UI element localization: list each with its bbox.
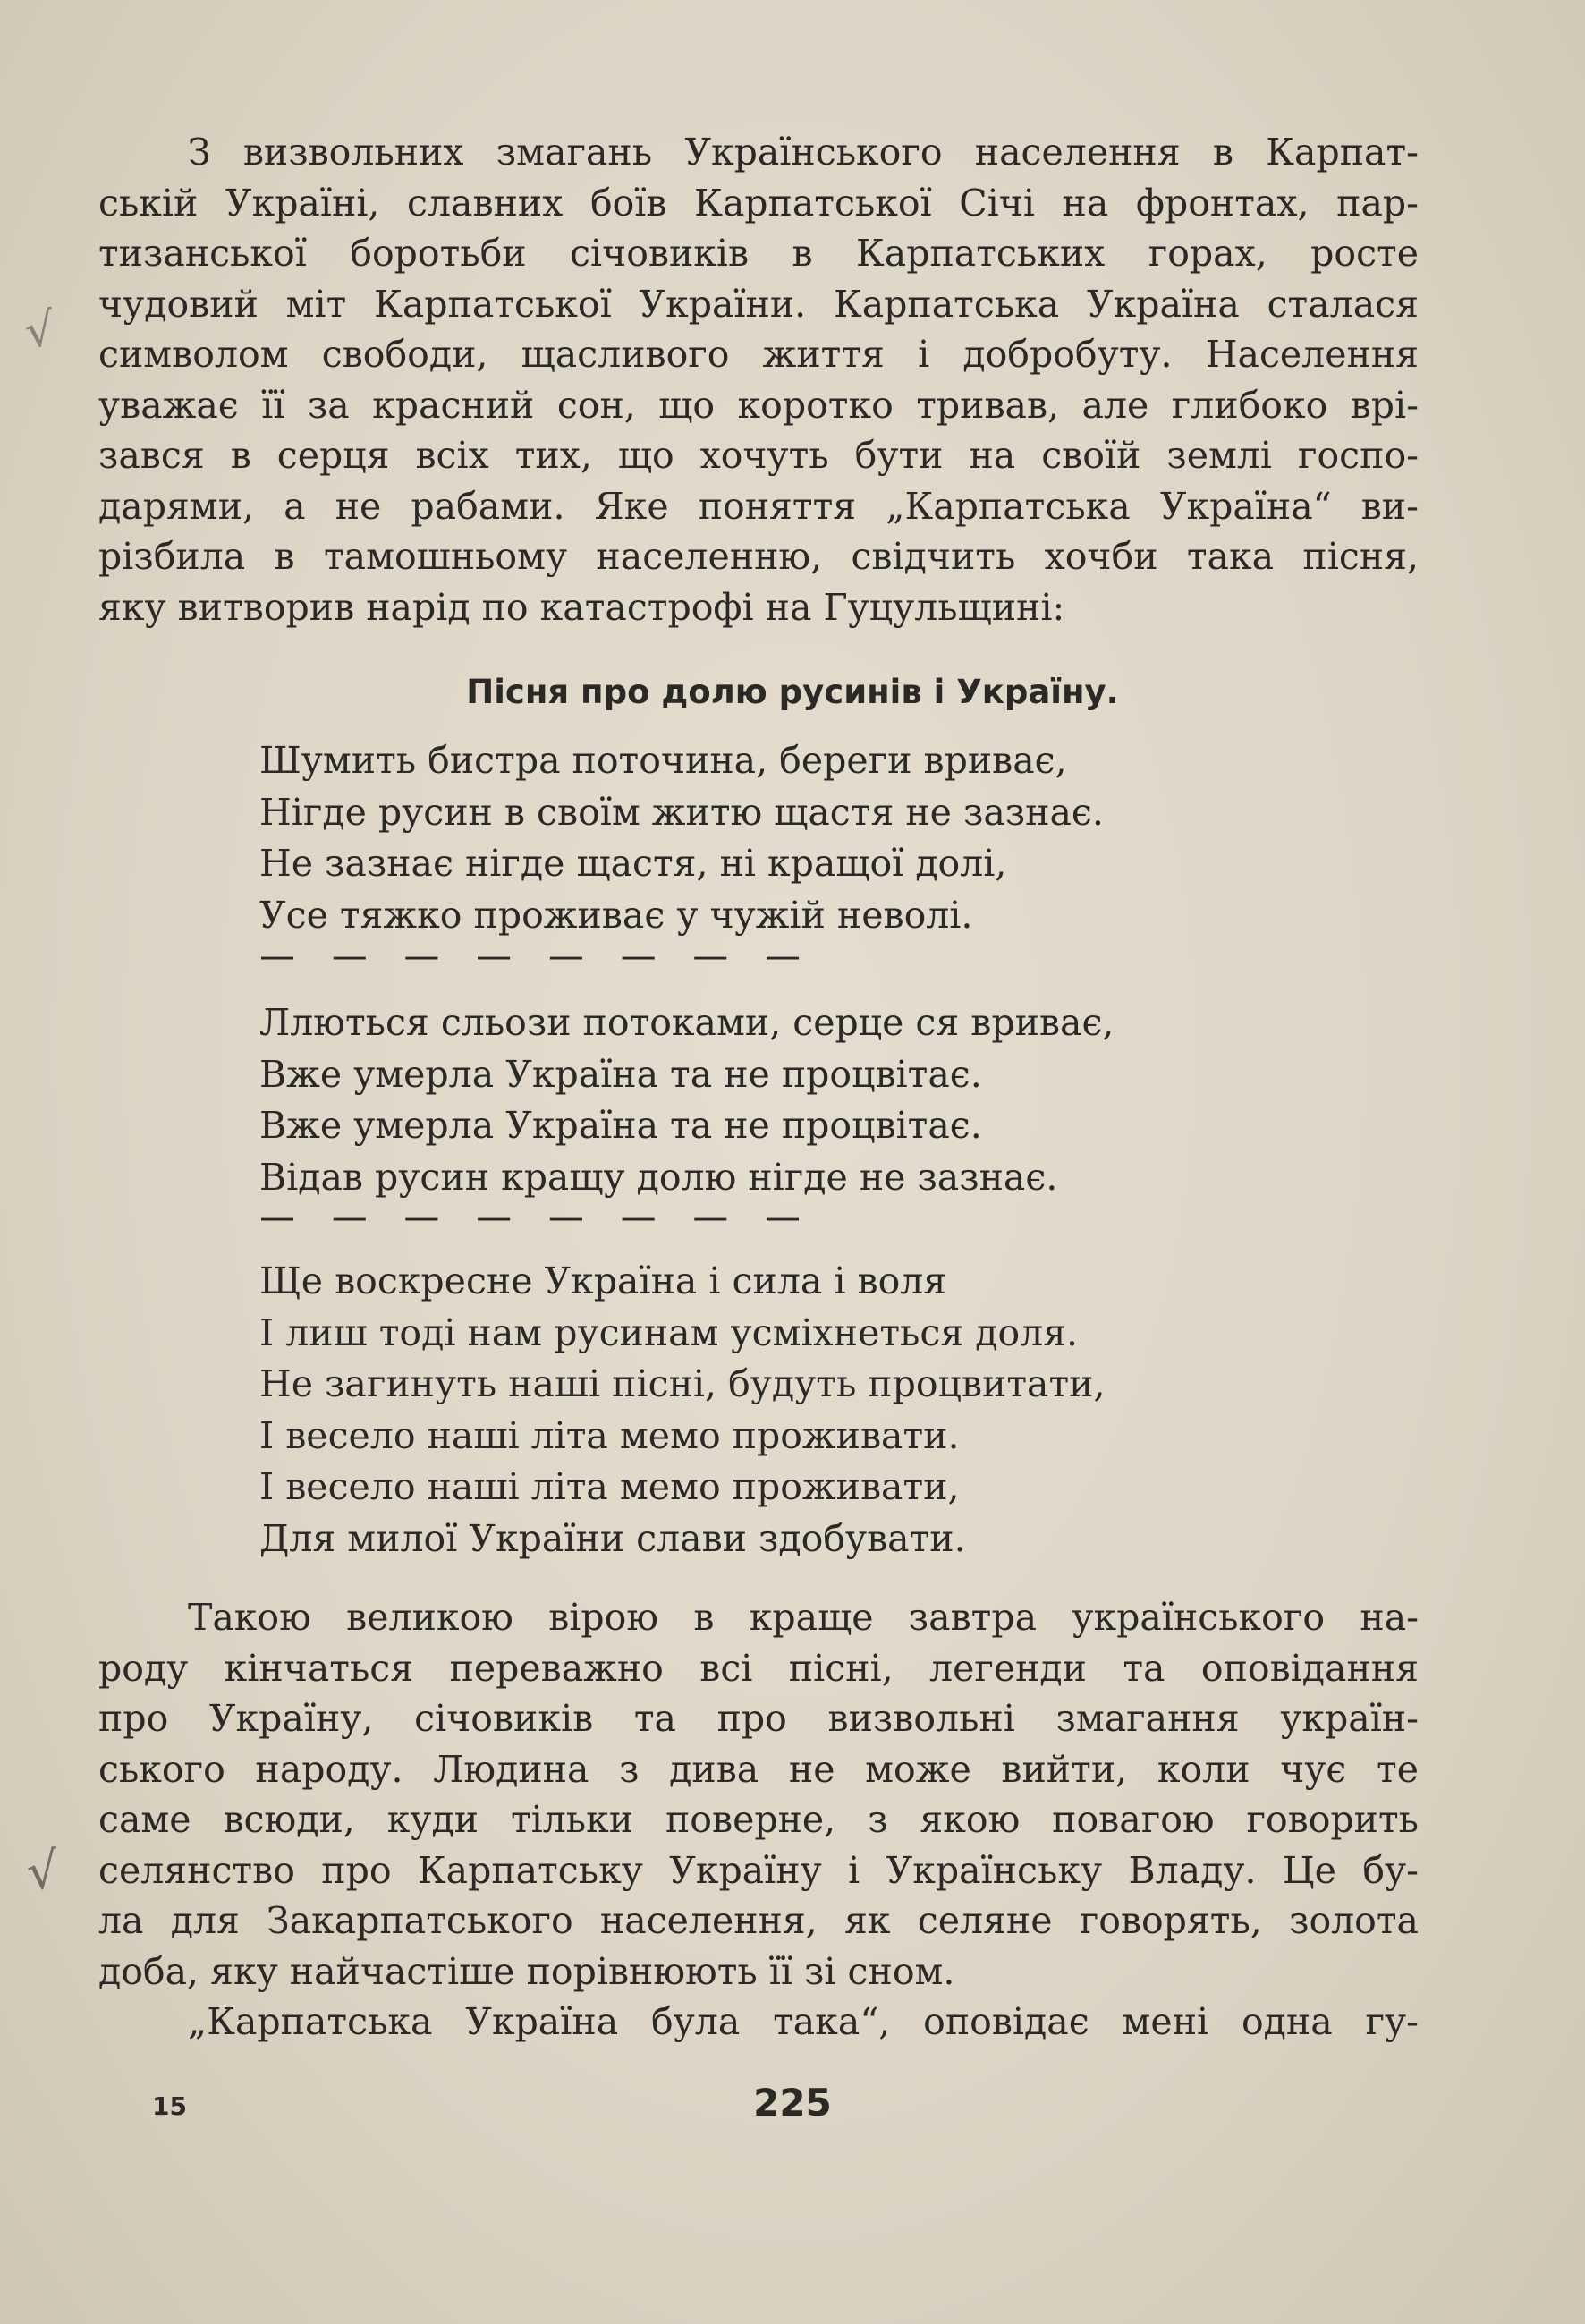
text-line: ській Україні, славних боїв Карпатської Січі на фронтах, пар- xyxy=(98,181,1419,225)
text-line: символом свободи, щасливого життя і добробуту. Населення xyxy=(98,333,1419,376)
text-line: різбила в тамошньому населенню, свідчить хочби така пісня, xyxy=(98,535,1419,578)
text-line: ського народу. Людина з дива не може вийти, коли чує те xyxy=(98,1747,1419,1791)
verse-line: І лиш тоді нам русинам усміхнеться доля. xyxy=(259,1310,1079,1354)
paragraph-intro-text xyxy=(98,127,1419,632)
text-line: Такою великою вірою в краще завтра українського на- xyxy=(188,1596,1419,1639)
paragraph-conclusion xyxy=(98,1592,1419,1997)
text-line: дарями, а не рабами. Яке поняття „Карпатська Україна“ ви- xyxy=(98,484,1419,528)
printer-signature-mark: 15 xyxy=(152,2091,187,2121)
text-line: чудовий міт Карпатської України. Карпатська Україна сталася xyxy=(98,282,1419,326)
text-line: зався в серця всіх тих, що хочуть бути на своїй землі госпо- xyxy=(98,434,1419,477)
text-line: яку витворив нарід по катастрофі на Гуцульщині: xyxy=(98,585,1065,629)
text-line: тизанської боротьби січовиків в Карпатських горах, росте xyxy=(98,232,1419,275)
text-line: З визвольних змагань Українського населення в Карпат- xyxy=(188,131,1419,174)
paragraph-quote-start-text xyxy=(98,1997,1419,2048)
song-title: Пісня про долю русинів і Україну. xyxy=(466,673,1119,711)
verse-line: Відав русин кращу долю нігде не зазнає. xyxy=(259,1155,1058,1199)
verse-line: Вже умерла Україна та не процвітає. xyxy=(259,1104,982,1147)
verse-line: Усе тяжко проживає у чужій неволі. xyxy=(259,893,973,937)
paragraph-intro xyxy=(98,127,1419,632)
text-line: „Карпатська Україна була така“, оповідає мені одна гу- xyxy=(188,2000,1419,2043)
song-stanza-3 xyxy=(259,1256,1106,1565)
verse-line: І весело наші літа мемо проживати. xyxy=(259,1413,960,1457)
text-line: роду кінчаться переважно всі пісні, легенди та оповідання xyxy=(98,1646,1419,1690)
verse-line: Для милої України слави здобувати. xyxy=(259,1516,966,1560)
text-line: уважає її за красний сон, що коротко тривав, але глибоко врі- xyxy=(98,383,1419,427)
verse-line: І весело наші літа мемо проживати, xyxy=(259,1465,960,1508)
page-number: 225 xyxy=(753,2081,832,2125)
verse-line: Не загинуть наші пісні, будуть процвитати, xyxy=(259,1362,1106,1405)
margin-check-mark-top: √ xyxy=(21,301,59,360)
stanza-separator-2: — — — — — — — — xyxy=(259,1197,814,1238)
verse-line: Ллються сльози потоками, серце ся вриває, xyxy=(259,1001,1115,1044)
song-stanza-1 xyxy=(259,735,1104,941)
margin-check-mark-bottom: √ xyxy=(23,1841,62,1903)
text-line: ла для Закарпатського населення, як селяне говорять, золота xyxy=(98,1899,1419,1942)
paragraph-quote-start xyxy=(98,1997,1419,2048)
song-stanza-2 xyxy=(259,997,1114,1203)
stanza-separator-1: — — — — — — — — xyxy=(259,936,814,977)
verse-line: Нігде русин в своїм житю щастя не зазнає. xyxy=(259,790,1104,834)
verse-line: Не зазнає нігде щастя, ні кращої долі, xyxy=(259,842,1007,885)
text-line: саме всюди, куди тільки поверне, з якою повагою говорить xyxy=(98,1798,1419,1841)
text-line: про Україну, січовиків та про визвольні змагання україн- xyxy=(98,1697,1419,1740)
verse-line: Вже умерла Україна та не процвітає. xyxy=(259,1052,982,1096)
verse-line: Ще воскресне Україна і сила і воля xyxy=(259,1260,947,1302)
verse-line: Шумить бистра поточина, береги вриває, xyxy=(259,739,1067,782)
paragraph-conclusion-text xyxy=(98,1592,1419,1997)
text-line: селянство про Карпатську Україну і Українську Владу. Це бу- xyxy=(98,1848,1419,1892)
text-line: доба, яку найчастіше порівнюють її зі сном. xyxy=(98,1949,955,1993)
